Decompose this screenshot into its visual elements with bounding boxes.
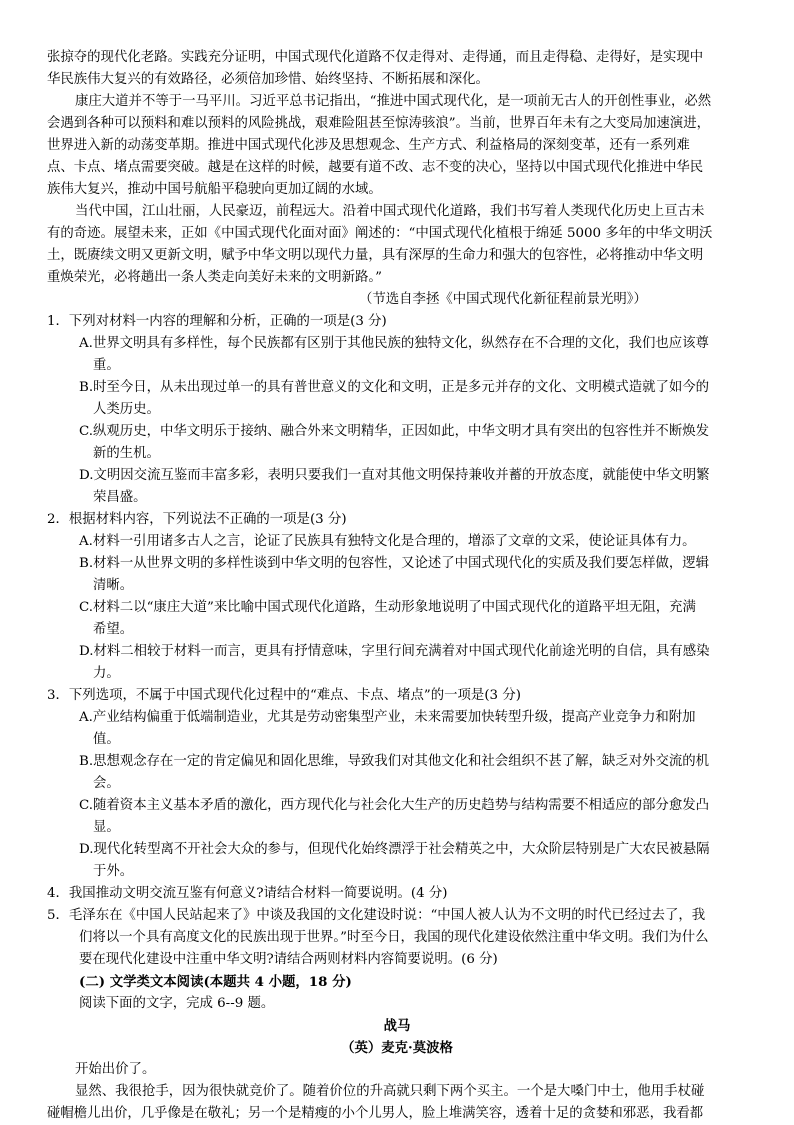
section-heading: (二) 文学类文本阅读(本题共 4 小题，18 分): [79, 974, 352, 990]
paragraph-line: 重焕荣光，必将趟出一条人类走向美好未来的文明新路。”: [47, 270, 382, 285]
question-3-option-b-cont: 会。: [93, 776, 120, 791]
story-title: 战马: [383, 1018, 411, 1034]
story-author: （英）麦克·莫波格: [341, 1040, 453, 1056]
question-1-option-c: C.纵观历史，中华文明乐于接纳、融合外来文明精华，正因如此，中华文明才具有突出的包容性并不断焕发: [79, 424, 709, 439]
question-3-option-c: C.随着资本主义基本矛盾的激化，西方现代化与社会化大生产的历史趋势与结构需要不相适应的部分愈发凸: [79, 798, 709, 813]
source-citation: （节选自李拯《中国式现代化新征程前景光明》）: [359, 292, 647, 307]
question-3-option-a: A.产业结构偏重于低端制造业，尤其是劳动密集型产业，未来需要加快转型升级，提高产业竞争力和附加: [79, 710, 696, 725]
paragraph-line: 当代中国，江山壮丽，人民豪迈，前程远大。沿着中国式现代化道路，我们书写着人类现代化历史上亘古未: [75, 204, 705, 219]
paragraph-line: 有的奇迹。展望未来，正如《中国式现代化面对面》阐述的：“中国式现代化植根于绵延 5000 多年的中华文明沃: [47, 226, 713, 241]
question-1-option-a: A.世界文明具有多样性，每个民族都有区别于其他民族的独特文化，纵然存在不合理的文化，我们也应该尊: [79, 336, 709, 351]
question-1-option-b-cont: 人类历史。: [93, 402, 160, 417]
question-5-stem: 5．毛泽东在《中国人民站起来了》中谈及我国的文化建设时说：“中国人被人认为不文明的时代已经过去了，我: [47, 908, 706, 923]
paragraph-line: 世界进入新的动荡变革期。推进中国式现代化涉及思想观念、生产方式、利益格局的深刻变革，还有一系列难: [47, 138, 690, 153]
question-5-stem-cont: 们将以一个具有高度文化的民族出现于世界。”时至今日，我国的现代化建设依然注重中华文明。我们为什么: [79, 930, 709, 945]
question-1-option-c-cont: 新的生机。: [93, 446, 160, 461]
paragraph-line: 碰帽檐儿出价，几乎像是在敬礼；另一个是精瘦的小个儿男人，脸上堆满笑容，透着十足的贪婪和邪恶，我看都: [47, 1106, 704, 1121]
question-3-stem: 3．下列选项，不属于中国式现代化过程中的“难点、卡点、堵点”的一项是(3 分): [47, 688, 521, 703]
question-2-option-b: B.材料一从世界文明的多样性谈到中华文明的包容性，又论述了中国式现代化的实质及我们要怎样做，逻辑: [79, 556, 710, 571]
question-1-stem: 1．下列对材料一内容的理解和分析，正确的一项是(3 分): [47, 314, 387, 329]
paragraph-line: 康庄大道并不等于一马平川。习近平总书记指出，“推进中国式现代化，是一项前无古人的开创性事业，必然: [75, 94, 712, 109]
question-3-option-b: B.思想观念存在一定的肯定偏见和固化思维，导致我们对其他文化和社会组织不甚了解，缺乏对外交流的机: [79, 754, 710, 769]
paragraph-line: 族伟大复兴，推动中国号航船平稳驶向更加辽阔的水域。: [47, 182, 382, 197]
question-1-option-d: D.文明因交流互鉴而丰富多彩，表明只要我们一直对其他文明保持兼收并蓄的开放态度，就能使中华文明繁: [79, 468, 710, 483]
paragraph-line: 会遇到各种可以预料和难以预料的风险挑战，艰难险阻甚至惊涛骇浪”。当前，世界百年未有之大变局加速演进，: [47, 116, 710, 131]
question-5-stem-cont: 要在现代化建设中注重中华文明?请结合两则材料内容简要说明。(6 分): [79, 952, 498, 967]
reading-instruction: 阅读下面的文字，完成 6--9 题。: [79, 996, 275, 1011]
question-1-option-a-cont: 重。: [93, 358, 120, 373]
question-2-option-c: C.材料二以“康庄大道”来比喻中国式现代化道路，生动形象地说明了中国式现代化的道路平坦无阻，充满: [79, 600, 696, 615]
question-4-stem: 4．我国推动文明交流互鉴有何意义?请结合材料一简要说明。(4 分): [47, 886, 448, 901]
question-3-option-d-cont: 于外。: [93, 864, 134, 879]
question-2-option-b-cont: 清晰。: [93, 578, 134, 593]
question-2-stem: 2．根据材料内容，下列说法不正确的一项是(3 分): [47, 512, 347, 527]
question-1-option-b: B.时至今日，从未出现过单一的具有普世意义的文化和文明，正是多元并存的文化、文明模式造就了如今的: [79, 380, 710, 395]
paragraph-line: 开始出价了。: [75, 1062, 156, 1077]
question-3-option-c-cont: 显。: [93, 820, 120, 835]
paragraph-line: 土，既赓续文明又更新文明，赋予中华文明以现代力量，具有深厚的生命力和强大的包容性，必将推动中华文明: [47, 248, 704, 263]
paragraph-line: 点、卡点、堵点需要突破。越是在这样的时候，越要有道不改、志不变的决心，坚持以中国式现代化推进中华民: [47, 160, 704, 175]
paragraph-line: 显然、我很抢手，因为很快就竞价了。随着价位的升高就只剩下两个买主。一个是大嗓门中士，他用手杖碰: [75, 1084, 705, 1099]
question-2-option-d-cont: 力。: [93, 666, 120, 681]
question-2-option-a: A.材料一引用诸多古人之言，论证了民族具有独特文化是合理的，增添了文章的文采，使论证具体有力。: [79, 534, 696, 549]
question-3-option-a-cont: 值。: [93, 732, 120, 747]
paragraph-line: 张掠夺的现代化老路。实践充分证明，中国式现代化道路不仅走得对、走得通，而且走得稳、走得好，是实现中: [47, 50, 704, 65]
question-2-option-c-cont: 希望。: [93, 622, 134, 637]
question-2-option-d: D.材料二相较于材料一而言，更具有抒情意味，字里行间充满着对中国式现代化前途光明的自信，具有感染: [79, 644, 710, 659]
question-1-option-d-cont: 荣昌盛。: [93, 490, 147, 505]
paragraph-line: 华民族伟大复兴的有效路径，必须倍加珍惜、始终坚持、不断拓展和深化。: [47, 72, 489, 87]
question-3-option-d: D.现代化转型离不开社会大众的参与，但现代化始终漂浮于社会精英之中，大众阶层特别是广大农民被悬隔: [79, 842, 710, 857]
